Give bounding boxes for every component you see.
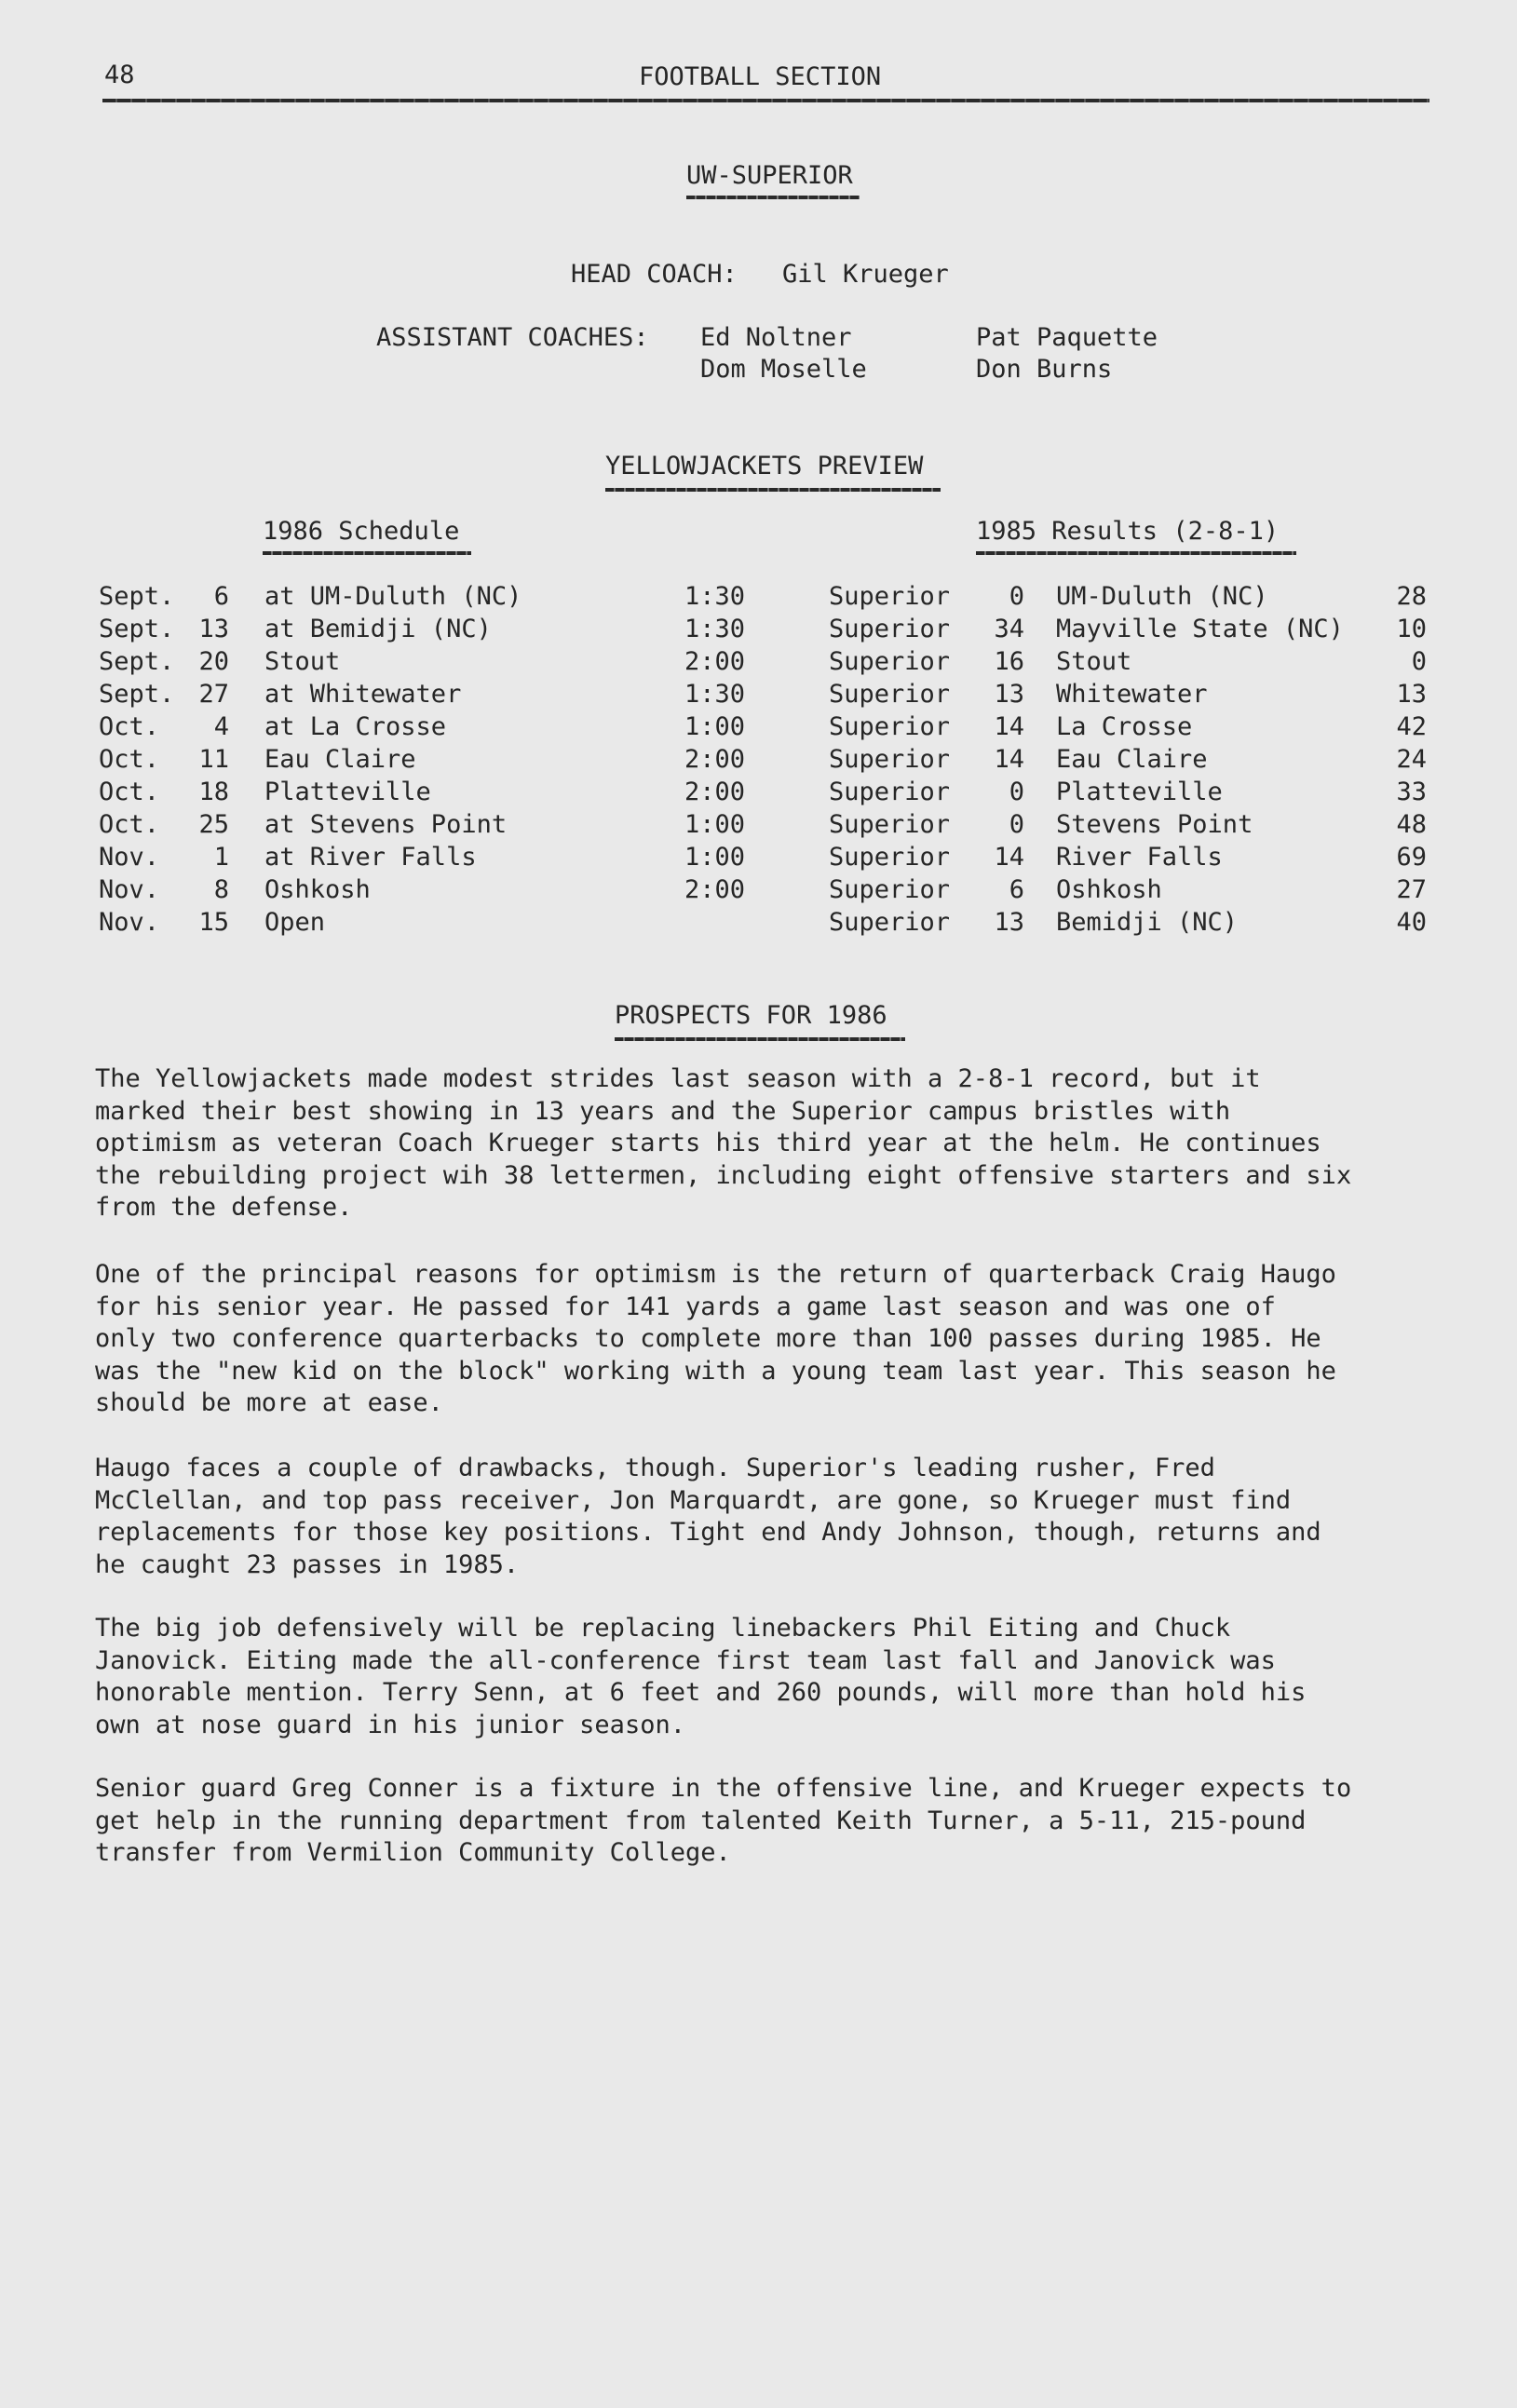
- schedule-opponent: at Stevens Point: [264, 810, 508, 839]
- schedule-day: 1: [213, 843, 229, 872]
- schedule-opponent: Stout: [264, 647, 341, 676]
- schedule-day: 15: [198, 908, 229, 937]
- schedule-day: 11: [198, 745, 229, 774]
- result-team: Superior: [829, 908, 951, 937]
- schedule-month: Oct.: [99, 778, 160, 806]
- table-row: [0, 744, 1517, 777]
- schedule-month: Sept.: [99, 680, 175, 709]
- assistant-coaches-label: ASSISTANT COACHES:: [376, 323, 649, 352]
- result-team: Superior: [829, 875, 951, 904]
- schedule-opponent: Oshkosh: [264, 875, 371, 904]
- schedule-day: 4: [213, 712, 229, 741]
- result-score: 14: [994, 745, 1024, 774]
- result-score: 13: [994, 680, 1024, 709]
- schedule-day: 13: [198, 615, 229, 643]
- schedule-month: Sept.: [99, 615, 175, 643]
- schedule-day: 18: [198, 778, 229, 806]
- result-team: Superior: [829, 778, 951, 806]
- schedule-opponent: at River Falls: [264, 843, 477, 872]
- body-paragraph: Haugo faces a couple of drawbacks, though. Superior's leading rusher, Fred McClellan, and top pass receiver, Jon Marquardt, are gone, so Krueger must find replacements for those key positions. Tight end Andy Johnson, though, returns and he caught 23 passes in 1985.: [95, 1454, 1321, 1579]
- result-opponent: Whitewater: [1056, 680, 1208, 709]
- result-score: 0: [1009, 778, 1024, 806]
- schedule-time: 2:00: [684, 778, 746, 806]
- schedule-time: 2:00: [684, 875, 746, 904]
- team-title-underline: [686, 196, 860, 199]
- schedule-time: 2:00: [684, 745, 746, 774]
- body-paragraph: The Yellowjackets made modest strides last season with a 2-8-1 record, but it marked their best showing in 13 years and the Superior campus bristles with optimism as veteran Coach Krueger starts his third year at the helm. He continues the rebuilding project wih 38 lettermen, including eight offensive starters and six from the defense.: [95, 1064, 1352, 1222]
- preview-title: YELLOWJACKETS PREVIEW: [605, 452, 924, 480]
- result-opponent: Eau Claire: [1056, 745, 1208, 774]
- assistant-coach-name: Dom Moselle: [700, 355, 867, 384]
- result-team: Superior: [829, 745, 951, 774]
- schedule-month: Oct.: [99, 712, 160, 741]
- schedule-opponent: Platteville: [264, 778, 431, 806]
- table-row: [0, 777, 1517, 809]
- table-row: [0, 711, 1517, 744]
- section-title: FOOTBALL SECTION: [639, 62, 882, 91]
- result-opponent: La Crosse: [1056, 712, 1193, 741]
- result-opponent-score: 0: [1411, 647, 1427, 676]
- result-opponent-score: 40: [1396, 908, 1427, 937]
- result-team: Superior: [829, 680, 951, 709]
- page-number: 48: [104, 61, 135, 89]
- result-opponent-score: 48: [1396, 810, 1427, 839]
- schedule-opponent: at Bemidji (NC): [264, 615, 492, 643]
- body-paragraph: One of the principal reasons for optimism is the return of quarterback Craig Haugo for his senior year. He passed for 141 yards a game last season and was one of only two conference quarterbacks to complete more than 100 passes during 1985. He was the "new kid on the block" working with a young team last year. This season he should be more at ease.: [95, 1260, 1336, 1417]
- schedule-month: Nov.: [99, 843, 160, 872]
- schedule-time: 1:30: [684, 582, 746, 611]
- table-row: [0, 614, 1517, 646]
- schedule-month: Oct.: [99, 745, 160, 774]
- result-score: 13: [994, 908, 1024, 937]
- prospects-title: PROSPECTS FOR 1986: [615, 1001, 887, 1030]
- schedule-opponent: at UM-Duluth (NC): [264, 582, 522, 611]
- schedule-opponent: Eau Claire: [264, 745, 416, 774]
- schedule-time: 1:30: [684, 615, 746, 643]
- assistant-coach-name: Ed Noltner: [700, 323, 852, 352]
- schedule-day: 20: [198, 647, 229, 676]
- body-paragraph: The big job defensively will be replacing linebackers Phil Eiting and Chuck Janovick. Eiting made the all-conference first team last fall and Janovick was honorable mention. Terry Senn, at 6 feet and 260 pounds, will more than hold his own at nose guard in his junior season.: [95, 1614, 1307, 1739]
- result-opponent-score: 28: [1396, 582, 1427, 611]
- result-opponent: Stout: [1056, 647, 1132, 676]
- result-opponent-score: 13: [1396, 680, 1427, 709]
- schedule-opponent: Open: [264, 908, 326, 937]
- result-team: Superior: [829, 615, 951, 643]
- result-opponent-score: 24: [1396, 745, 1427, 774]
- result-opponent: Platteville: [1056, 778, 1223, 806]
- schedule-time: 1:00: [684, 843, 746, 872]
- schedule-opponent: at Whitewater: [264, 680, 462, 709]
- schedule-day: 6: [213, 582, 229, 611]
- schedule-month: Nov.: [99, 908, 160, 937]
- result-team: Superior: [829, 810, 951, 839]
- result-opponent: Bemidji (NC): [1056, 908, 1239, 937]
- body-paragraph: Senior guard Greg Conner is a fixture in the offensive line, and Krueger expects to get help in the running department from talented Keith Turner, a 5-11, 215-pound transfer from Vermilion Community College.: [95, 1774, 1352, 1867]
- table-row: [0, 646, 1517, 679]
- team-title: UW-SUPERIOR: [686, 161, 853, 190]
- schedule-day: 25: [198, 810, 229, 839]
- schedule-day: 8: [213, 875, 229, 904]
- table-row: [0, 809, 1517, 842]
- result-opponent: Mayville State (NC): [1056, 615, 1344, 643]
- header-rule: [102, 99, 1429, 102]
- result-team: Superior: [829, 647, 951, 676]
- schedule-day: 27: [198, 680, 229, 709]
- result-opponent-score: 42: [1396, 712, 1427, 741]
- schedule-opponent: at La Crosse: [264, 712, 447, 741]
- table-row: [0, 842, 1517, 874]
- result-opponent-score: 27: [1396, 875, 1427, 904]
- result-score: 14: [994, 843, 1024, 872]
- result-team: Superior: [829, 582, 951, 611]
- schedule-heading: 1986 Schedule: [263, 517, 460, 546]
- schedule-time: 1:00: [684, 810, 746, 839]
- table-row: [0, 874, 1517, 907]
- schedule-time: 2:00: [684, 647, 746, 676]
- result-score: 16: [994, 647, 1024, 676]
- result-opponent-score: 69: [1396, 843, 1427, 872]
- schedule-month: Oct.: [99, 810, 160, 839]
- schedule-month: Sept.: [99, 582, 175, 611]
- result-opponent: River Falls: [1056, 843, 1223, 872]
- result-opponent-score: 33: [1396, 778, 1427, 806]
- results-heading-underline: [976, 551, 1296, 555]
- result-team: Superior: [829, 843, 951, 872]
- schedule-month: Nov.: [99, 875, 160, 904]
- result-score: 6: [1009, 875, 1024, 904]
- result-opponent: UM-Duluth (NC): [1056, 582, 1268, 611]
- schedule-time: 1:00: [684, 712, 746, 741]
- result-opponent: Stevens Point: [1056, 810, 1253, 839]
- result-opponent-score: 10: [1396, 615, 1427, 643]
- table-row: [0, 907, 1517, 940]
- result-score: 0: [1009, 582, 1024, 611]
- assistant-coach-name: Pat Paquette: [976, 323, 1158, 352]
- schedule-heading-underline: [263, 551, 471, 555]
- result-score: 0: [1009, 810, 1024, 839]
- prospects-title-underline: [615, 1037, 905, 1041]
- table-row: [0, 679, 1517, 711]
- results-heading: 1985 Results (2-8-1): [976, 517, 1280, 546]
- schedule-time: 1:30: [684, 680, 746, 709]
- assistant-coach-name: Don Burns: [976, 355, 1113, 384]
- preview-title-underline: [605, 488, 941, 492]
- schedule-month: Sept.: [99, 647, 175, 676]
- result-opponent: Oshkosh: [1056, 875, 1162, 904]
- result-score: 14: [994, 712, 1024, 741]
- head-coach-label: HEAD COACH:: [571, 260, 738, 289]
- head-coach-name: Gil Krueger: [782, 260, 949, 289]
- result-score: 34: [994, 615, 1024, 643]
- table-row: [0, 581, 1517, 614]
- result-team: Superior: [829, 712, 951, 741]
